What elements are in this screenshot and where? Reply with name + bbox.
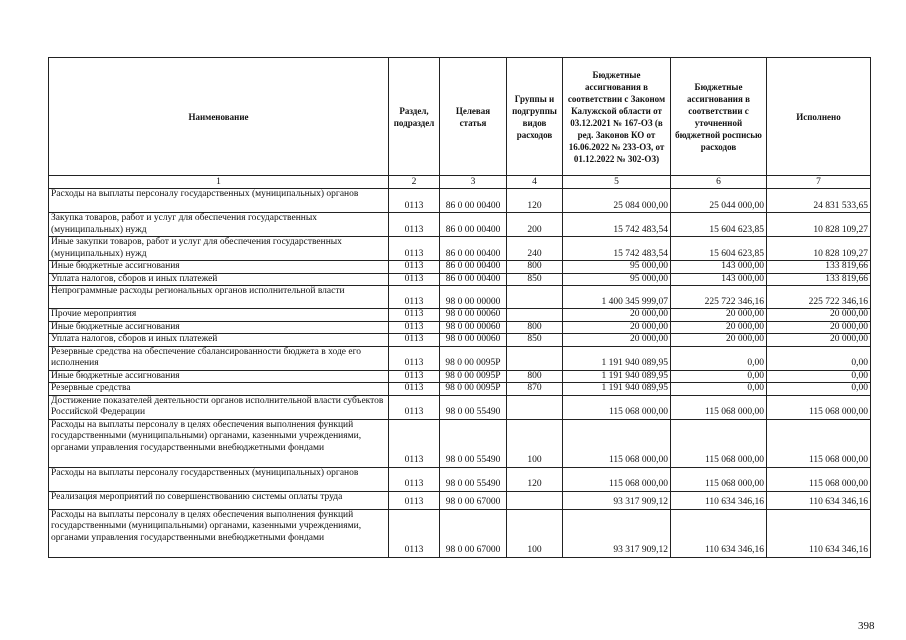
table-row — [49, 286, 871, 309]
cell-law-assignments: 20 000,00 — [563, 309, 671, 322]
cell-article: 86 0 00 00400 — [440, 261, 507, 274]
cell-name: Иные бюджетные ассигнования — [49, 261, 389, 274]
cell-executed: 10 828 109,27 — [767, 237, 871, 261]
cell-article: 86 0 00 00400 — [440, 189, 507, 213]
header-name: Наименование — [49, 58, 389, 176]
cell-executed: 20 000,00 — [767, 309, 871, 322]
cell-name: Расходы на выплаты персоналу государственных (муниципальных) органов — [49, 467, 389, 491]
cell-executed: 115 068 000,00 — [767, 395, 871, 419]
cell-name: Закупка товаров, работ и услуг для обеспечения государственных (муниципальных) нужд — [49, 213, 389, 237]
cell-article: 98 0 00 00000 — [440, 286, 507, 309]
cell-section: 0113 — [389, 273, 440, 286]
cell-budget-assignments: 115 068 000,00 — [671, 395, 767, 419]
cell-executed: 110 634 346,16 — [767, 491, 871, 509]
cell-name: Достижение показателей деятельности органов исполнительной власти субъектов Российской Федерации — [49, 395, 389, 419]
cell-law-assignments: 1 191 940 089,95 — [563, 383, 671, 396]
cell-budget-assignments: 15 604 623,85 — [671, 213, 767, 237]
cell-budget-assignments: 15 604 623,85 — [671, 237, 767, 261]
cell-group: 240 — [507, 237, 563, 261]
table-row — [49, 261, 871, 274]
cell-group: 100 — [507, 509, 563, 557]
cell-budget-assignments: 25 044 000,00 — [671, 189, 767, 213]
cell-article: 98 0 00 55490 — [440, 467, 507, 491]
cell-group: 120 — [507, 467, 563, 491]
cell-article: 86 0 00 00400 — [440, 237, 507, 261]
cell-section: 0113 — [389, 189, 440, 213]
table-row — [49, 491, 871, 509]
cell-article: 98 0 00 67000 — [440, 509, 507, 557]
cell-section: 0113 — [389, 383, 440, 396]
cell-article: 98 0 00 00060 — [440, 334, 507, 347]
cell-executed: 10 828 109,27 — [767, 213, 871, 237]
cell-group: 800 — [507, 370, 563, 383]
cell-name: Уплата налогов, сборов и иных платежей — [49, 273, 389, 286]
column-number: 1 — [49, 176, 389, 189]
cell-budget-assignments: 115 068 000,00 — [671, 467, 767, 491]
table-row — [49, 321, 871, 334]
cell-group: 870 — [507, 383, 563, 396]
cell-executed: 110 634 346,16 — [767, 509, 871, 557]
cell-executed: 115 068 000,00 — [767, 467, 871, 491]
cell-budget-assignments: 110 634 346,16 — [671, 509, 767, 557]
column-number: 5 — [563, 176, 671, 189]
cell-name: Реализация мероприятий по совершенствованию системы оплаты труда — [49, 491, 389, 509]
cell-executed: 0,00 — [767, 346, 871, 370]
cell-group — [507, 346, 563, 370]
cell-name: Непрограммные расходы региональных органов исполнительной власти — [49, 286, 389, 309]
column-number: 2 — [389, 176, 440, 189]
table-row — [49, 419, 871, 467]
cell-law-assignments: 115 068 000,00 — [563, 419, 671, 467]
cell-section: 0113 — [389, 370, 440, 383]
header-executed: Исполнено — [767, 58, 871, 176]
cell-executed: 133 819,66 — [767, 273, 871, 286]
cell-law-assignments: 95 000,00 — [563, 273, 671, 286]
cell-article: 98 0 00 55490 — [440, 395, 507, 419]
cell-name: Резервные средства на обеспечение сбалансированности бюджета в ходе его исполнения — [49, 346, 389, 370]
cell-article: 86 0 00 00400 — [440, 273, 507, 286]
cell-law-assignments: 20 000,00 — [563, 334, 671, 347]
cell-section: 0113 — [389, 213, 440, 237]
cell-section: 0113 — [389, 395, 440, 419]
cell-article: 98 0 00 0095Р — [440, 383, 507, 396]
header-section: Раздел, подраздел — [389, 58, 440, 176]
cell-section: 0113 — [389, 491, 440, 509]
cell-law-assignments: 115 068 000,00 — [563, 467, 671, 491]
cell-executed: 133 819,66 — [767, 261, 871, 274]
cell-group: 100 — [507, 419, 563, 467]
cell-law-assignments: 1 191 940 089,95 — [563, 370, 671, 383]
cell-name: Расходы на выплаты персоналу в целях обеспечения выполнения функций государственными (муниципальными) органами, казенными учреждениями, органами управления государственными внебюджетными фондами — [49, 509, 389, 557]
page-number: 398 — [858, 620, 875, 632]
header-law-assignments: Бюджетные ассигнования в соответствии с Законом Калужской области от 03.12.2021 № 167-ОЗ (в ред. Законов КО от 16.06.2022 № 233-ОЗ, от 01.12.2022 № 302-ОЗ) — [563, 58, 671, 176]
cell-law-assignments: 93 317 909,12 — [563, 491, 671, 509]
cell-group — [507, 491, 563, 509]
cell-executed: 20 000,00 — [767, 334, 871, 347]
cell-law-assignments: 15 742 483,54 — [563, 213, 671, 237]
table-row — [49, 213, 871, 237]
header-article: Целевая статья — [440, 58, 507, 176]
table-row — [49, 467, 871, 491]
table-row — [49, 334, 871, 347]
cell-executed: 20 000,00 — [767, 321, 871, 334]
cell-budget-assignments: 143 000,00 — [671, 261, 767, 274]
cell-article: 98 0 00 00060 — [440, 309, 507, 322]
table-row — [49, 189, 871, 213]
cell-group: 800 — [507, 261, 563, 274]
cell-law-assignments: 95 000,00 — [563, 261, 671, 274]
cell-law-assignments: 115 068 000,00 — [563, 395, 671, 419]
cell-section: 0113 — [389, 419, 440, 467]
column-number-row — [49, 176, 871, 189]
cell-name: Иные бюджетные ассигнования — [49, 370, 389, 383]
cell-law-assignments: 20 000,00 — [563, 321, 671, 334]
column-number: 7 — [767, 176, 871, 189]
cell-section: 0113 — [389, 309, 440, 322]
cell-section: 0113 — [389, 237, 440, 261]
cell-group: 800 — [507, 321, 563, 334]
table-row — [49, 370, 871, 383]
cell-law-assignments: 1 191 940 089,95 — [563, 346, 671, 370]
cell-executed: 225 722 346,16 — [767, 286, 871, 309]
cell-article: 98 0 00 0095Р — [440, 346, 507, 370]
cell-section: 0113 — [389, 346, 440, 370]
cell-group — [507, 286, 563, 309]
cell-budget-assignments: 20 000,00 — [671, 309, 767, 322]
table-row — [49, 309, 871, 322]
table-row — [49, 383, 871, 396]
cell-budget-assignments: 143 000,00 — [671, 273, 767, 286]
column-number: 3 — [440, 176, 507, 189]
cell-budget-assignments: 20 000,00 — [671, 321, 767, 334]
cell-executed: 24 831 533,65 — [767, 189, 871, 213]
cell-group: 850 — [507, 334, 563, 347]
cell-name: Расходы на выплаты персоналу в целях обеспечения выполнения функций государственными (муниципальными) органами, казенными учреждениями, органами управления государственными внебюджетными фондами — [49, 419, 389, 467]
cell-group — [507, 395, 563, 419]
cell-budget-assignments: 110 634 346,16 — [671, 491, 767, 509]
cell-budget-assignments: 0,00 — [671, 383, 767, 396]
cell-budget-assignments: 0,00 — [671, 370, 767, 383]
table-row — [49, 395, 871, 419]
cell-section: 0113 — [389, 334, 440, 347]
cell-article: 98 0 00 67000 — [440, 491, 507, 509]
cell-name: Прочие мероприятия — [49, 309, 389, 322]
table-row — [49, 237, 871, 261]
cell-name: Расходы на выплаты персоналу государственных (муниципальных) органов — [49, 189, 389, 213]
column-number: 6 — [671, 176, 767, 189]
cell-section: 0113 — [389, 509, 440, 557]
cell-executed: 115 068 000,00 — [767, 419, 871, 467]
cell-section: 0113 — [389, 261, 440, 274]
header-group: Группы и подгруппы видов расходов — [507, 58, 563, 176]
cell-name: Иные бюджетные ассигнования — [49, 321, 389, 334]
cell-name: Иные закупки товаров, работ и услуг для обеспечения государственных (муниципальных) нужд — [49, 237, 389, 261]
table-row — [49, 346, 871, 370]
cell-budget-assignments: 225 722 346,16 — [671, 286, 767, 309]
cell-group — [507, 309, 563, 322]
cell-law-assignments: 25 084 000,00 — [563, 189, 671, 213]
cell-section: 0113 — [389, 321, 440, 334]
cell-budget-assignments: 0,00 — [671, 346, 767, 370]
header-row — [49, 58, 871, 176]
cell-section: 0113 — [389, 467, 440, 491]
cell-article: 98 0 00 55490 — [440, 419, 507, 467]
cell-budget-assignments: 20 000,00 — [671, 334, 767, 347]
table-row — [49, 509, 871, 557]
cell-law-assignments: 93 317 909,12 — [563, 509, 671, 557]
cell-section: 0113 — [389, 286, 440, 309]
cell-name: Уплата налогов, сборов и иных платежей — [49, 334, 389, 347]
column-number: 4 — [507, 176, 563, 189]
cell-law-assignments: 1 400 345 999,07 — [563, 286, 671, 309]
cell-article: 98 0 00 0095Р — [440, 370, 507, 383]
cell-law-assignments: 15 742 483,54 — [563, 237, 671, 261]
cell-executed: 0,00 — [767, 370, 871, 383]
budget-table — [48, 57, 871, 558]
cell-group: 850 — [507, 273, 563, 286]
cell-name: Резервные средства — [49, 383, 389, 396]
cell-article: 86 0 00 00400 — [440, 213, 507, 237]
cell-group: 200 — [507, 213, 563, 237]
table-row — [49, 273, 871, 286]
cell-budget-assignments: 115 068 000,00 — [671, 419, 767, 467]
header-budget-assignments: Бюджетные ассигнования в соответствии с уточненной бюджетной росписью расходов — [671, 58, 767, 176]
cell-executed: 0,00 — [767, 383, 871, 396]
cell-article: 98 0 00 00060 — [440, 321, 507, 334]
cell-group: 120 — [507, 189, 563, 213]
